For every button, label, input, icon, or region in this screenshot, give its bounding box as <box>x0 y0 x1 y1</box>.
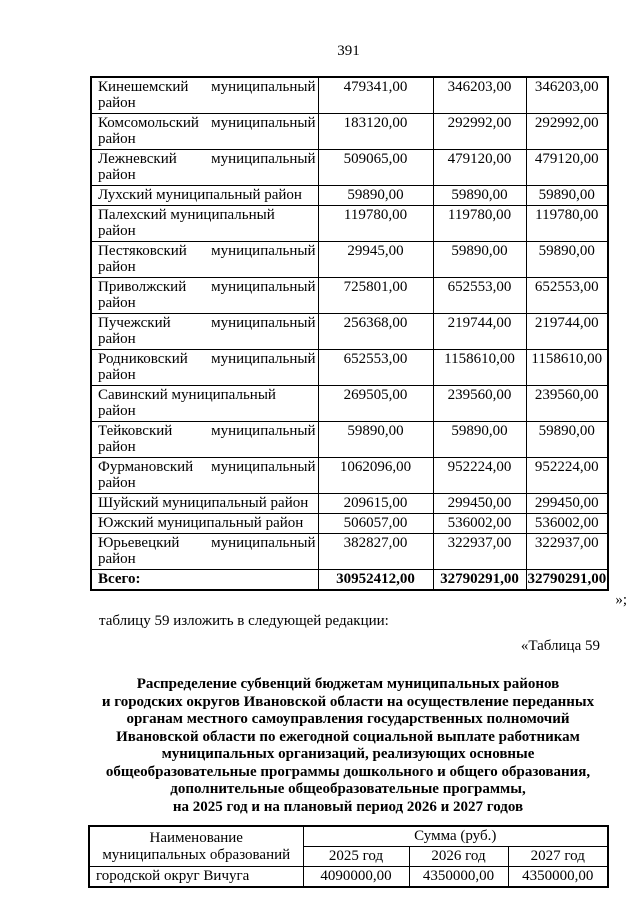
amount-cell: 536002,00 <box>433 514 526 534</box>
municipality-name-cell <box>91 242 318 278</box>
municipality-name-cell <box>91 534 318 570</box>
amount-cell: 4350000,00 <box>409 867 508 888</box>
table-row <box>91 150 608 186</box>
name-line: район <box>98 167 136 183</box>
table-row <box>91 534 608 570</box>
name-line: район <box>98 551 136 567</box>
amount-cell: 59890,00 <box>526 186 608 206</box>
table-row <box>91 206 608 242</box>
municipality-header-line1: Наименование <box>149 829 243 846</box>
amount-cell: 652553,00 <box>526 278 608 314</box>
amount-cell: 479120,00 <box>433 150 526 186</box>
page-number: 391 <box>337 43 360 59</box>
name-line: район <box>98 475 136 491</box>
amount-cell: 292992,00 <box>526 114 608 150</box>
amount-cell: 59890,00 <box>433 242 526 278</box>
name-word: муниципальный <box>211 243 316 259</box>
table-row <box>91 278 608 314</box>
name-line: Южский муниципальный район <box>98 515 304 531</box>
total-label-cell: Всего: <box>91 570 318 591</box>
name-word: муниципальный <box>211 315 316 331</box>
amount-cell: 119780,00 <box>433 206 526 242</box>
name-line: район <box>98 131 136 147</box>
name-word: Фурмановский <box>98 459 194 475</box>
table-row <box>91 422 608 458</box>
amount-cell: 952224,00 <box>526 458 608 494</box>
name-line <box>98 535 316 551</box>
header-row-1 <box>89 826 608 847</box>
amount-cell: 652553,00 <box>318 350 433 386</box>
table-59-title <box>58 676 638 816</box>
name-word: Приволжский <box>98 279 187 295</box>
total-amount-cell: 32790291,00 <box>433 570 526 591</box>
name-word: муниципальный <box>211 423 316 439</box>
name-word: Кинешемский <box>98 79 189 95</box>
municipality-name-cell <box>91 278 318 314</box>
sum-column-header: Сумма (руб.) <box>303 826 608 847</box>
name-word: муниципальный <box>211 351 316 367</box>
name-line <box>98 151 316 167</box>
name-word: муниципальный <box>211 79 316 95</box>
municipality-name-cell <box>91 206 318 242</box>
amount-cell: 952224,00 <box>433 458 526 494</box>
amount-cell: 59890,00 <box>526 242 608 278</box>
municipality-name-cell <box>91 114 318 150</box>
amendment-paragraph: таблицу 59 изложить в следующей редакции: <box>99 613 389 629</box>
table-59-caption: «Таблица 59 <box>520 638 600 654</box>
name-line: район <box>98 367 136 383</box>
table-row <box>91 386 608 422</box>
amount-cell: 1158610,00 <box>433 350 526 386</box>
municipality-name-cell <box>91 494 318 514</box>
amount-cell: 219744,00 <box>433 314 526 350</box>
name-line <box>98 79 316 95</box>
year-2027-header: 2027 год <box>508 847 608 867</box>
municipality-name-cell <box>91 150 318 186</box>
amount-cell: 346203,00 <box>526 77 608 114</box>
amount-cell: 183120,00 <box>318 114 433 150</box>
name-line: район <box>98 95 136 111</box>
name-word: Комсомольский <box>98 115 199 131</box>
name-line <box>98 315 316 331</box>
amount-cell: 59890,00 <box>526 422 608 458</box>
amount-cell: 119780,00 <box>526 206 608 242</box>
amount-cell: 119780,00 <box>318 206 433 242</box>
name-line <box>98 243 316 259</box>
amount-cell: 479341,00 <box>318 77 433 114</box>
name-line <box>98 423 316 439</box>
closing-quote: »; <box>615 592 627 608</box>
amount-cell: 725801,00 <box>318 278 433 314</box>
municipality-name-cell <box>91 458 318 494</box>
amount-cell: 59890,00 <box>318 186 433 206</box>
total-amount-cell: 30952412,00 <box>318 570 433 591</box>
name-line: район <box>98 295 136 311</box>
amount-cell: 29945,00 <box>318 242 433 278</box>
amount-cell: 509065,00 <box>318 150 433 186</box>
table-row <box>91 494 608 514</box>
name-word: Пучежский <box>98 315 171 331</box>
title-line: общеобразовательные программы дошкольного и общего образования, <box>105 763 591 780</box>
name-word: муниципальный <box>211 279 316 295</box>
amount-cell: 1158610,00 <box>526 350 608 386</box>
name-line: Лухский муниципальный район <box>98 187 302 203</box>
municipality-column-header <box>89 826 303 867</box>
name-line: район <box>98 439 136 455</box>
table-row <box>91 350 608 386</box>
name-word: Тейковский <box>98 423 173 439</box>
amount-cell: 652553,00 <box>433 278 526 314</box>
amount-cell: 322937,00 <box>433 534 526 570</box>
table-59-body <box>89 867 608 888</box>
title-line: муниципальных организаций, реализующих основные <box>161 746 535 762</box>
amount-cell: 479120,00 <box>526 150 608 186</box>
name-word: муниципальный <box>211 535 316 551</box>
table-row <box>91 314 608 350</box>
name-line: Палехский муниципальный район <box>98 207 275 239</box>
name-line: район <box>98 259 136 275</box>
total-amount-cell: 32790291,00 <box>526 570 608 591</box>
name-word: Юрьевецкий <box>98 535 180 551</box>
amount-cell: 59890,00 <box>433 422 526 458</box>
name-line: район <box>98 331 136 347</box>
title-line: Распределение субвенций бюджетам муниципальных районов <box>136 676 560 692</box>
amount-cell: 4090000,00 <box>303 867 409 888</box>
name-word: муниципальный <box>211 151 316 167</box>
subvention-table-continued <box>90 76 609 591</box>
amount-cell: 256368,00 <box>318 314 433 350</box>
municipality-name-cell: городской округ Вичуга <box>89 867 303 888</box>
title-line: Ивановской области по ежегодной социальной выплате работникам <box>116 728 580 745</box>
table-row <box>91 77 608 114</box>
municipality-name-cell <box>91 386 318 422</box>
amount-cell: 4350000,00 <box>508 867 608 888</box>
municipality-header-line2: муниципальных образований <box>102 846 291 863</box>
name-word: Пестяковский <box>98 243 187 259</box>
year-2026-header: 2026 год <box>409 847 508 867</box>
subvention-table-body <box>91 77 608 590</box>
municipality-name-cell <box>91 422 318 458</box>
table-59-header <box>89 826 608 867</box>
amount-cell: 59890,00 <box>433 186 526 206</box>
name-line <box>98 115 316 131</box>
amount-cell: 239560,00 <box>433 386 526 422</box>
amount-cell: 209615,00 <box>318 494 433 514</box>
name-line: Шуйский муниципальный район <box>98 495 309 511</box>
amount-cell: 346203,00 <box>433 77 526 114</box>
name-word: Лежневский <box>98 151 177 167</box>
title-line: дополнительные общеобразовательные программы, <box>170 781 526 797</box>
name-word: муниципальный <box>211 115 316 131</box>
table-59 <box>88 825 609 888</box>
table-row <box>91 242 608 278</box>
table-row <box>89 867 608 888</box>
amount-cell: 292992,00 <box>433 114 526 150</box>
municipality-name-cell <box>91 314 318 350</box>
name-line: Савинский муниципальный район <box>98 387 276 419</box>
amount-cell: 59890,00 <box>318 422 433 458</box>
year-2025-header: 2025 год <box>303 847 409 867</box>
name-line <box>98 459 316 475</box>
amount-cell: 536002,00 <box>526 514 608 534</box>
title-line: на 2025 год и на плановый период 2026 и 2027 годов <box>172 798 524 815</box>
municipality-name-cell <box>91 77 318 114</box>
municipality-name-cell <box>91 350 318 386</box>
amount-cell: 506057,00 <box>318 514 433 534</box>
amount-cell: 1062096,00 <box>318 458 433 494</box>
table-row <box>91 186 608 206</box>
amount-cell: 219744,00 <box>526 314 608 350</box>
name-line <box>98 351 316 367</box>
title-line: органам местного самоуправления государственных полномочий <box>126 711 570 727</box>
municipality-name-cell <box>91 186 318 206</box>
name-word: муниципальный <box>211 459 316 475</box>
municipality-name-cell <box>91 514 318 534</box>
name-word: Родниковский <box>98 351 188 367</box>
total-row <box>91 570 608 591</box>
table-row <box>91 514 608 534</box>
table-row <box>91 114 608 150</box>
name-line <box>98 279 316 295</box>
amount-cell: 239560,00 <box>526 386 608 422</box>
amount-cell: 269505,00 <box>318 386 433 422</box>
amount-cell: 299450,00 <box>526 494 608 514</box>
table-row <box>91 458 608 494</box>
amount-cell: 322937,00 <box>526 534 608 570</box>
amount-cell: 382827,00 <box>318 534 433 570</box>
amount-cell: 299450,00 <box>433 494 526 514</box>
title-line: и городских округов Ивановской области на осуществление переданных <box>101 693 595 710</box>
